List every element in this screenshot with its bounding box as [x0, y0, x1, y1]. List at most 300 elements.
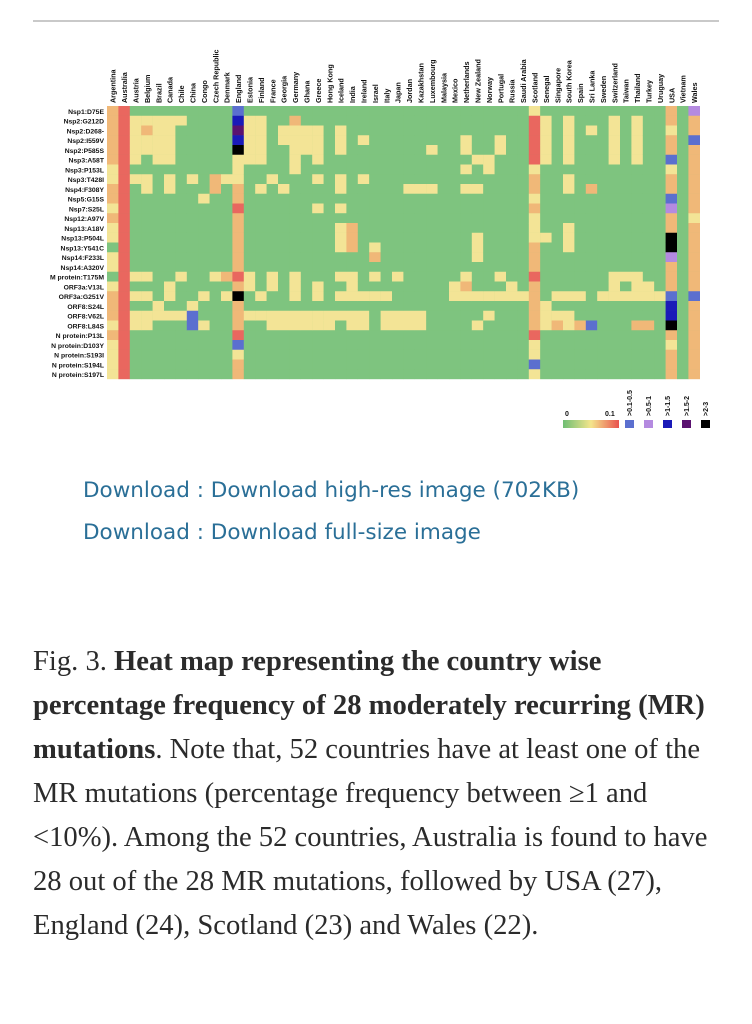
heatmap-cell [643, 116, 655, 126]
heatmap-cell [255, 282, 267, 292]
heatmap-cell [175, 311, 187, 321]
heatmap-cell [666, 360, 678, 370]
heatmap-cell [597, 126, 609, 136]
heatmap-cell [118, 252, 130, 262]
heatmap-cell [426, 204, 438, 214]
heatmap-cell [392, 155, 404, 165]
heatmap-cell [609, 106, 621, 116]
heatmap-cell [529, 262, 541, 272]
heatmap-cell [403, 321, 415, 331]
heatmap-cell [449, 213, 461, 223]
heatmap-cell [369, 126, 381, 136]
heatmap-cell [289, 155, 301, 165]
heatmap-cell [255, 330, 267, 340]
heatmap-cell [631, 116, 643, 126]
heatmap-cell [586, 135, 598, 145]
heatmap-cell [312, 194, 324, 204]
heatmap-cell [198, 126, 210, 136]
heatmap-cell [130, 262, 142, 272]
heatmap-cell [118, 311, 130, 321]
heatmap-cell [472, 135, 484, 145]
heatmap-cell [631, 233, 643, 243]
legend-label-max: 0.1 [605, 411, 615, 418]
heatmap-cell [198, 330, 210, 340]
column-label: China [188, 83, 198, 103]
heatmap-cell [346, 252, 358, 262]
heatmap-cell [517, 145, 529, 155]
heatmap-cell [130, 301, 142, 311]
heatmap-cell [335, 126, 347, 136]
heatmap-cell [118, 360, 130, 370]
heatmap-cell [574, 262, 586, 272]
heatmap-cell [118, 350, 130, 360]
heatmap-cell [643, 155, 655, 165]
heatmap-cell [631, 155, 643, 165]
heatmap-cell [164, 282, 176, 292]
heatmap-cell [198, 145, 210, 155]
heatmap-cell [335, 174, 347, 184]
heatmap-cell [563, 145, 575, 155]
heatmap-cell [335, 204, 347, 214]
heatmap-cell [460, 174, 472, 184]
heatmap-cell [381, 330, 393, 340]
heatmap-cell [107, 116, 119, 126]
heatmap-cell [130, 135, 142, 145]
heatmap-cell [495, 350, 507, 360]
heatmap-cell [107, 213, 119, 223]
column-label: Luxembourg [427, 59, 437, 103]
heatmap-cell [381, 262, 393, 272]
heatmap-cell [540, 116, 552, 126]
heatmap-cell [118, 233, 130, 243]
heatmap-cell [118, 301, 130, 311]
heatmap-cell [267, 233, 279, 243]
heatmap-cell [289, 321, 301, 331]
heatmap-cell [198, 262, 210, 272]
heatmap-cell [620, 360, 632, 370]
heatmap-cell [643, 291, 655, 301]
heatmap-cell [654, 194, 666, 204]
row-label: ORF3a:G251V [58, 294, 104, 301]
heatmap-cell [335, 233, 347, 243]
heatmap-cell [164, 126, 176, 136]
heatmap-cell [677, 369, 689, 379]
heatmap-cell [506, 233, 518, 243]
heatmap-cell [153, 243, 165, 253]
heatmap-cell [164, 340, 176, 350]
heatmap-cell [483, 272, 495, 282]
heatmap-cell [153, 174, 165, 184]
heatmap-cell [609, 252, 621, 262]
heatmap-cell [141, 194, 153, 204]
heatmap-cell [643, 350, 655, 360]
heatmap-cell [483, 145, 495, 155]
download-full-size-link[interactable]: Download : Download full-size image [83, 520, 481, 545]
heatmap-cell [255, 145, 267, 155]
heatmap-cell [358, 233, 370, 243]
heatmap-cell [107, 223, 119, 233]
heatmap-cell [666, 340, 678, 350]
heatmap-cell [403, 330, 415, 340]
heatmap-cell [381, 311, 393, 321]
heatmap-cell [631, 321, 643, 331]
heatmap-cell [244, 301, 256, 311]
heatmap-cell [483, 135, 495, 145]
heatmap-cell [529, 165, 541, 175]
heatmap-cell [278, 369, 290, 379]
heatmap-cell [631, 369, 643, 379]
heatmap-cell [597, 291, 609, 301]
heatmap-cell [221, 165, 233, 175]
heatmap-cell [346, 116, 358, 126]
heatmap-cell [438, 145, 450, 155]
heatmap-cell [643, 165, 655, 175]
heatmap-cell [574, 252, 586, 262]
heatmap-cell [187, 311, 199, 321]
heatmap-cell [141, 223, 153, 233]
heatmap-cell [232, 116, 244, 126]
heatmap-cell [369, 106, 381, 116]
heatmap-cell [438, 301, 450, 311]
heatmap-cell [483, 204, 495, 214]
heatmap-cell [403, 165, 415, 175]
heatmap-cell [301, 282, 313, 292]
heatmap-cell [324, 155, 336, 165]
heatmap-cell [574, 330, 586, 340]
heatmap-cell [403, 233, 415, 243]
heatmap-cell [506, 369, 518, 379]
heatmap-cell [620, 301, 632, 311]
heatmap-cell [210, 194, 222, 204]
heatmap-cell [597, 194, 609, 204]
heatmap-cell [688, 350, 700, 360]
heatmap-cell [107, 282, 119, 292]
heatmap-cell [426, 233, 438, 243]
heatmap-cell [517, 340, 529, 350]
heatmap-cell [324, 350, 336, 360]
heatmap-cell [221, 243, 233, 253]
heatmap-cell [289, 145, 301, 155]
heatmap-cell [563, 174, 575, 184]
heatmap-cell [460, 369, 472, 379]
column-label: Uruguay [655, 73, 665, 103]
heatmap-cell [255, 126, 267, 136]
heatmap-cell [289, 213, 301, 223]
heatmap-cell [517, 174, 529, 184]
heatmap-cell [221, 194, 233, 204]
heatmap-cell [495, 135, 507, 145]
row-label: N protein:S194L [51, 362, 104, 370]
heatmap-cell [472, 213, 484, 223]
heatmap-cell [301, 291, 313, 301]
heatmap-cell [358, 330, 370, 340]
heatmap-cell [232, 126, 244, 136]
heatmap-cell [449, 282, 461, 292]
heatmap-cell [631, 340, 643, 350]
row-label: ORF8:S24L [67, 303, 104, 311]
heatmap-cell [643, 145, 655, 155]
heatmap-cell [449, 340, 461, 350]
heatmap-cell [118, 223, 130, 233]
heatmap-cell [255, 262, 267, 272]
heatmap-cell [552, 126, 564, 136]
heatmap-cell [643, 106, 655, 116]
heatmap-cell [506, 174, 518, 184]
heatmap-cell [198, 213, 210, 223]
heatmap-cell [289, 243, 301, 253]
heatmap-cell [198, 350, 210, 360]
heatmap-cell [529, 184, 541, 194]
heatmap-cell [232, 155, 244, 165]
heatmap-cell [529, 223, 541, 233]
heatmap-cell [540, 311, 552, 321]
heatmap-cell [141, 262, 153, 272]
heatmap-cell [210, 145, 222, 155]
heatmap-cell [210, 321, 222, 331]
heatmap-cell [153, 272, 165, 282]
heatmap-cell [107, 145, 119, 155]
heatmap-cell [381, 155, 393, 165]
heatmap-cell [381, 135, 393, 145]
heatmap-cell [118, 321, 130, 331]
column-label: Russia [507, 79, 517, 103]
heatmap-cell [392, 360, 404, 370]
heatmap-cell [369, 272, 381, 282]
heatmap-cell [164, 272, 176, 282]
heatmap-cell [175, 184, 187, 194]
heatmap-cell [631, 106, 643, 116]
heatmap-cell [118, 116, 130, 126]
heatmap-cell [540, 291, 552, 301]
heatmap-cell [381, 165, 393, 175]
heatmap-cell [506, 262, 518, 272]
legend-bin-swatch [682, 420, 691, 428]
heatmap-cell [381, 369, 393, 379]
heatmap-cell [175, 165, 187, 175]
heatmap-cell [449, 321, 461, 331]
heatmap-cell [403, 135, 415, 145]
heatmap-cell [426, 262, 438, 272]
heatmap-cell [597, 272, 609, 282]
heatmap-cell [495, 252, 507, 262]
heatmap-cell [141, 126, 153, 136]
heatmap-cell [643, 311, 655, 321]
heatmap-cell [597, 145, 609, 155]
heatmap-cell [506, 321, 518, 331]
column-label: USA [667, 87, 677, 103]
heatmap-cell [472, 116, 484, 126]
heatmap-cell [175, 116, 187, 126]
heatmap-cell [449, 135, 461, 145]
heatmap-cell [153, 145, 165, 155]
heatmap-cell [574, 174, 586, 184]
heatmap-cell [278, 262, 290, 272]
heatmap-cell [597, 311, 609, 321]
heatmap-cell [232, 369, 244, 379]
heatmap-cell [324, 291, 336, 301]
heatmap-cell [574, 311, 586, 321]
heatmap-cell [107, 272, 119, 282]
heatmap-cell [449, 301, 461, 311]
heatmap-cell [529, 233, 541, 243]
download-high-res-link[interactable]: Download : Download high-res image (702KB) [83, 478, 580, 503]
heatmap-cell [574, 272, 586, 282]
heatmap-cell [255, 291, 267, 301]
heatmap-cell [175, 243, 187, 253]
heatmap-cell [392, 350, 404, 360]
heatmap-cell [187, 272, 199, 282]
heatmap-cell [358, 135, 370, 145]
heatmap-cell [232, 330, 244, 340]
column-label: Turkey [644, 79, 654, 103]
heatmap-cell [654, 340, 666, 350]
heatmap-cell [666, 262, 678, 272]
heatmap-cell [506, 213, 518, 223]
heatmap-cell [107, 174, 119, 184]
heatmap-cell [221, 155, 233, 165]
heatmap-cell [255, 204, 267, 214]
heatmap-cell [255, 252, 267, 262]
heatmap-cell [335, 282, 347, 292]
column-label: Australia [120, 72, 130, 103]
heatmap-cell [472, 272, 484, 282]
heatmap-cell [688, 116, 700, 126]
heatmap-cell [688, 330, 700, 340]
heatmap-cell [517, 369, 529, 379]
heatmap-cell [369, 301, 381, 311]
heatmap-cell [244, 165, 256, 175]
heatmap-cell [460, 291, 472, 301]
heatmap-cell [107, 184, 119, 194]
heatmap-cell [631, 145, 643, 155]
heatmap-cell [426, 126, 438, 136]
heatmap-cell [495, 204, 507, 214]
legend-bin-swatch [663, 420, 672, 428]
heatmap-cell [609, 184, 621, 194]
heatmap-cell [324, 145, 336, 155]
heatmap-cell [392, 291, 404, 301]
heatmap-cell [403, 126, 415, 136]
heatmap-cell [278, 311, 290, 321]
heatmap-cell [324, 106, 336, 116]
heatmap-cell [392, 233, 404, 243]
heatmap-cell [255, 165, 267, 175]
heatmap-cell [609, 369, 621, 379]
heatmap-cell [654, 116, 666, 126]
heatmap-cell [130, 282, 142, 292]
heatmap-cell [369, 243, 381, 253]
heatmap-cell [198, 291, 210, 301]
heatmap-cell [153, 213, 165, 223]
heatmap-cell [335, 262, 347, 272]
heatmap-cell [529, 301, 541, 311]
heatmap-cell [460, 321, 472, 331]
heatmap-cell [597, 243, 609, 253]
row-label: Nsp13:A18V [64, 225, 104, 233]
heatmap-cell [392, 301, 404, 311]
heatmap-cell [289, 184, 301, 194]
heatmap-cell [346, 184, 358, 194]
top-divider [33, 20, 719, 22]
heatmap-cell [563, 116, 575, 126]
heatmap-cell [426, 243, 438, 253]
heatmap-cell [586, 330, 598, 340]
heatmap-cell [460, 116, 472, 126]
heatmap-cell [153, 204, 165, 214]
heatmap-cell [244, 174, 256, 184]
row-label: Nsp3:T428I [67, 177, 104, 184]
column-label: Greece [313, 78, 323, 103]
heatmap-cell [688, 291, 700, 301]
heatmap-cell [631, 291, 643, 301]
heatmap-cell [415, 233, 427, 243]
heatmap-cell [688, 184, 700, 194]
heatmap-cell [187, 165, 199, 175]
column-label: Denmark [222, 72, 232, 103]
heatmap-cell [506, 291, 518, 301]
heatmap-cell [221, 145, 233, 155]
heatmap-cell [392, 340, 404, 350]
heatmap-cell [244, 350, 256, 360]
heatmap-cell [312, 301, 324, 311]
heatmap-cell [609, 165, 621, 175]
heatmap-cell [631, 350, 643, 360]
heatmap-figure [25, 36, 725, 446]
heatmap-cell [552, 165, 564, 175]
heatmap-cell [221, 282, 233, 292]
heatmap-cell [688, 369, 700, 379]
heatmap-cell [426, 301, 438, 311]
legend-bin-swatch [644, 420, 653, 428]
heatmap-cell [438, 213, 450, 223]
heatmap-cell [495, 233, 507, 243]
heatmap-cell [312, 340, 324, 350]
heatmap-cell [529, 330, 541, 340]
column-label: Georgia [279, 75, 289, 103]
heatmap-cell [472, 282, 484, 292]
heatmap-cell [483, 223, 495, 233]
heatmap-cell [346, 204, 358, 214]
heatmap-cell [198, 174, 210, 184]
heatmap-cell [210, 272, 222, 282]
heatmap-cell [175, 106, 187, 116]
heatmap-cell [552, 262, 564, 272]
heatmap-cell [358, 291, 370, 301]
heatmap-cell [289, 350, 301, 360]
heatmap-cell [620, 194, 632, 204]
heatmap-cell [210, 252, 222, 262]
heatmap-cell [358, 350, 370, 360]
heatmap-cell [483, 291, 495, 301]
heatmap-cell [187, 184, 199, 194]
heatmap-cell [232, 174, 244, 184]
heatmap-cell [574, 106, 586, 116]
heatmap-cell [346, 126, 358, 136]
heatmap-cell [289, 262, 301, 272]
heatmap-cell [198, 165, 210, 175]
heatmap-cell [506, 116, 518, 126]
heatmap-cell [677, 223, 689, 233]
column-label: Saudi Arabia [519, 59, 529, 103]
heatmap-cell [597, 301, 609, 311]
heatmap-cell [381, 213, 393, 223]
heatmap-cell [301, 165, 313, 175]
heatmap-cell [301, 155, 313, 165]
heatmap-cell [506, 155, 518, 165]
heatmap-cell [654, 311, 666, 321]
heatmap-cell [107, 126, 119, 136]
heatmap-cell [426, 340, 438, 350]
